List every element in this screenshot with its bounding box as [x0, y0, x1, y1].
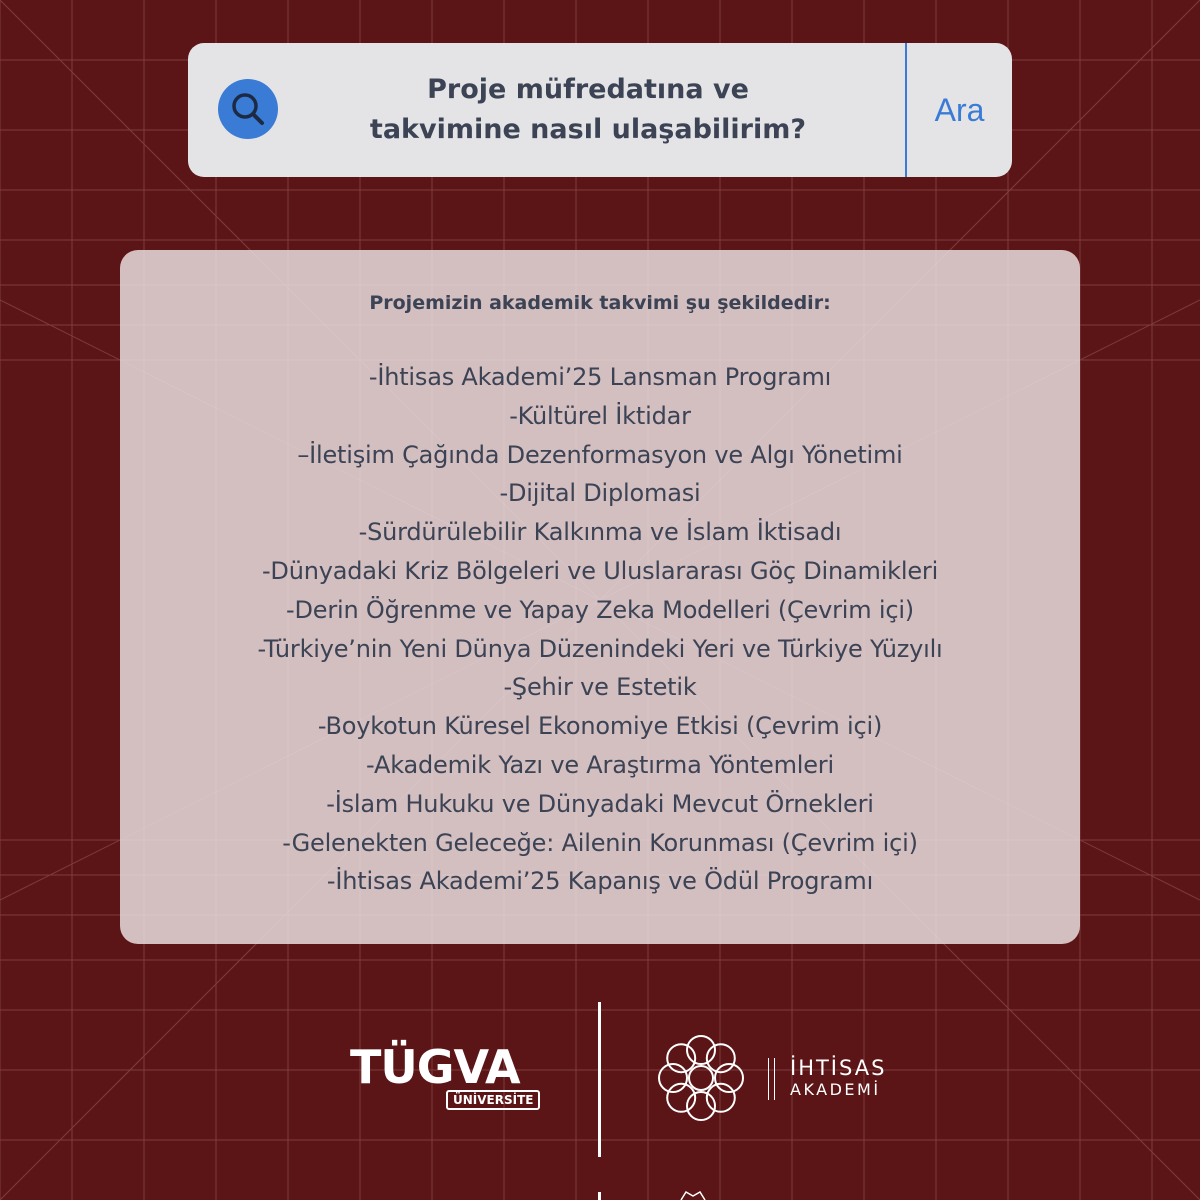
akademi-line1: İHTİSAS — [790, 1056, 887, 1080]
emblem-petal — [687, 1036, 715, 1064]
schedule-item: -İslam Hukuku ve Dünyadaki Mevcut Örnekleri — [326, 789, 874, 818]
emblem-petal — [687, 1092, 715, 1120]
akademi-rule-left — [768, 1058, 769, 1100]
search-query-text[interactable]: Proje müfredatına ve takvimine nasıl ulaşabilirim? — [369, 74, 807, 145]
ihtisas-akademi-logo — [790, 1058, 886, 1100]
akademi-line2: AKADEMİ — [790, 1080, 881, 1099]
card-heading: Projemizin akademik takvimi şu şekildedir: — [369, 292, 831, 314]
emblem-petal — [667, 1084, 695, 1112]
tugva-logo-subtitle: ÜNİVERSİTE — [446, 1090, 540, 1110]
schedule-item: -Gelenekten Geleceğe: Ailenin Korunması (Çevrim içi) — [282, 828, 918, 857]
footer-divider — [598, 1002, 601, 1157]
akademi-rule-right — [774, 1058, 775, 1100]
schedule-item: –İletişim Çağında Dezenformasyon ve Algı Yönetimi — [297, 440, 903, 469]
content-card — [120, 250, 1080, 944]
schedule-item: -İhtisas Akademi’25 Kapanış ve Ödül Programı — [326, 867, 874, 896]
emblem-petal — [707, 1084, 735, 1112]
partial-emblem-icon — [678, 1188, 708, 1200]
schedule-item: -İhtisas Akademi’25 Lansman Programı — [368, 363, 832, 391]
emblem-petal — [715, 1064, 743, 1092]
search-button[interactable]: Ara — [934, 91, 985, 128]
schedule-item: -Boykotun Küresel Ekonomiye Etkisi (Çevrim içi) — [317, 712, 883, 741]
schedule-item: -Türkiye’nin Yeni Dünya Düzenindeki Yeri ve Türkiye Yüzyılı — [257, 634, 943, 663]
tugva-logo-word: TÜGVA — [350, 1040, 520, 1094]
search-icon[interactable] — [218, 79, 278, 139]
schedule-item: -Şehir ve Estetik — [503, 673, 697, 702]
schedule-item: -Dijital Diplomasi — [499, 479, 701, 508]
emblem-petal — [667, 1044, 695, 1072]
emblem-petal — [707, 1044, 735, 1072]
schedule-item: -Sürdürülebilir Kalkınma ve İslam İktisadı — [358, 518, 842, 547]
footer-divider-bottom — [598, 1192, 601, 1200]
footer — [0, 1000, 1200, 1200]
schedule-item: -Derin Öğrenme ve Yapay Zeka Modelleri (Çevrim içi) — [286, 595, 914, 624]
geometric-emblem-icon — [655, 1032, 747, 1124]
schedule-item: -Dünyadaki Kriz Bölgeleri ve Uluslararası Göç Dinamikleri — [261, 556, 939, 585]
emblem-petal — [659, 1064, 687, 1092]
tugva-logo — [350, 1042, 550, 1122]
schedule-item: -Kültürel İktidar — [509, 401, 691, 430]
search-bar[interactable] — [188, 43, 1012, 177]
schedule-item: -Akademik Yazı ve Araştırma Yöntemleri — [366, 750, 834, 779]
schedule-list — [120, 358, 1080, 901]
